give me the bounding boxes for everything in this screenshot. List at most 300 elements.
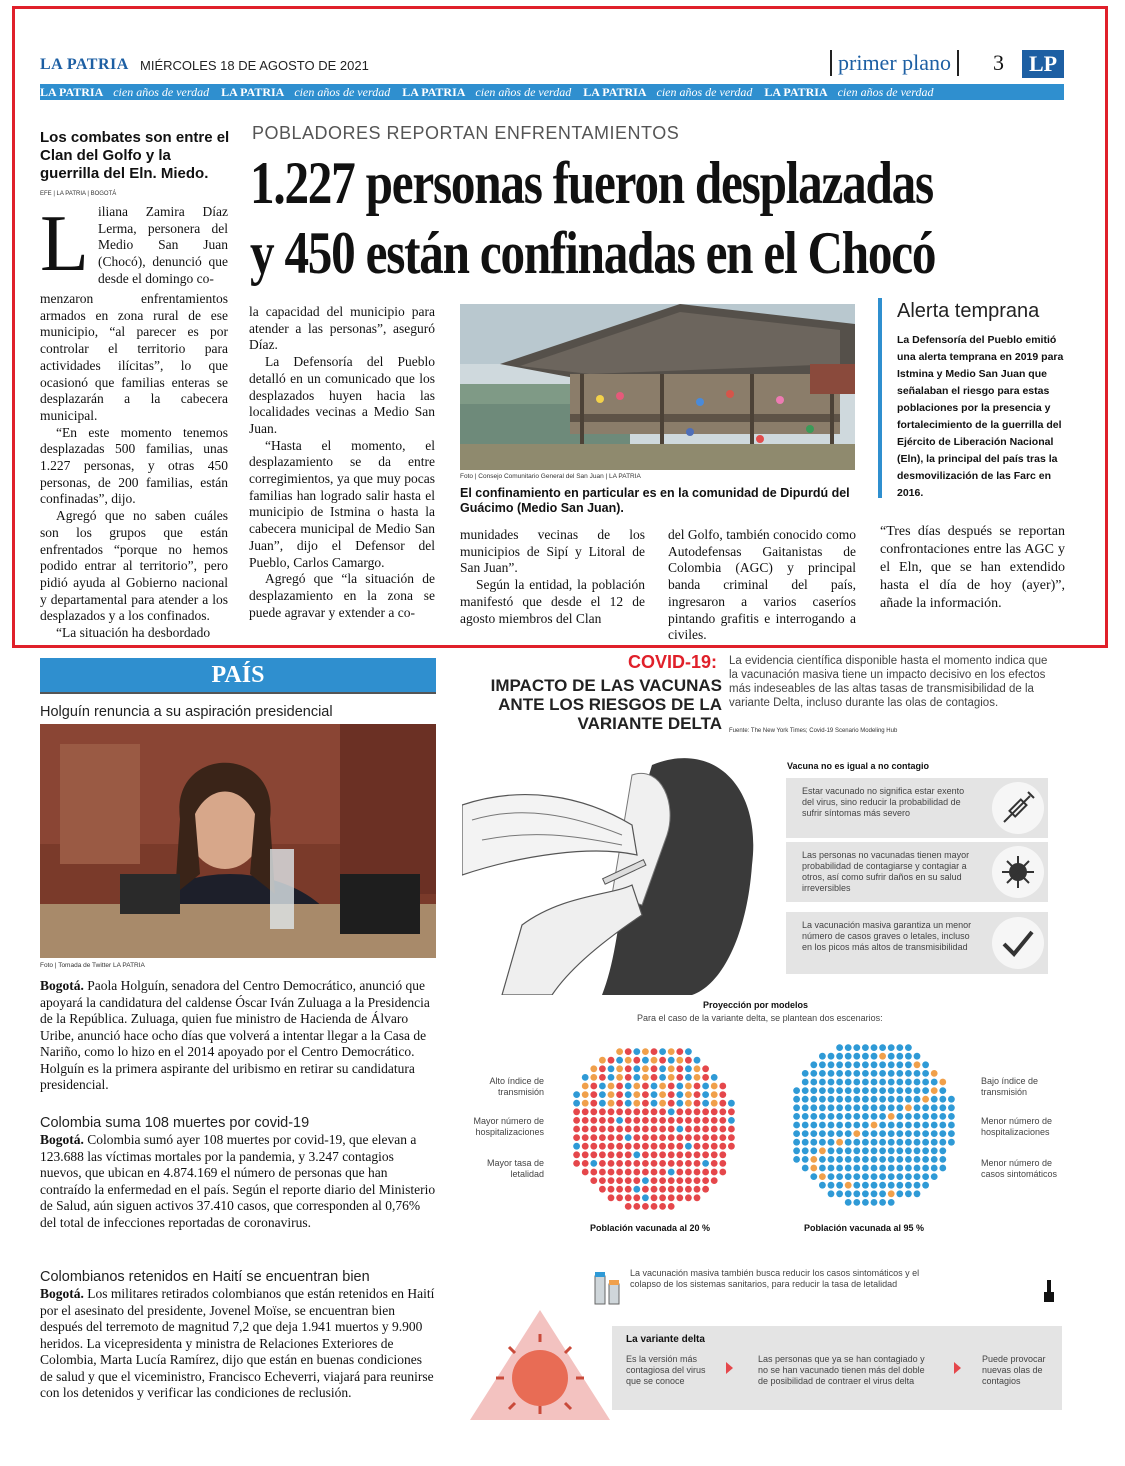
- population-dot: [633, 1048, 640, 1055]
- population-dot: [853, 1087, 860, 1094]
- population-dot: [914, 1104, 921, 1111]
- population-dot: [685, 1048, 692, 1055]
- population-dot: [633, 1160, 640, 1167]
- population-dot: [802, 1070, 809, 1077]
- population-dot: [719, 1108, 726, 1115]
- population-dot: [828, 1165, 835, 1172]
- delta-point-3: Puede provocar nuevas olas de contagios: [982, 1354, 1046, 1386]
- population-dot: [599, 1074, 606, 1081]
- population-dot: [711, 1117, 718, 1124]
- brief1-body: [40, 978, 436, 1094]
- population-dot: [819, 1079, 826, 1086]
- population-dot: [668, 1074, 675, 1081]
- population-dot: [651, 1117, 658, 1124]
- population-dot: [676, 1100, 683, 1107]
- dropcap: L: [40, 200, 89, 288]
- population-dot: [633, 1065, 640, 1072]
- population-dot: [599, 1151, 606, 1158]
- arrow-right-icon: [726, 1362, 733, 1374]
- info-box-1-text: Estar vacunado no significa estar exento del virus, sino reducir la probabilidad de sufrir síntomas más severo: [802, 786, 965, 818]
- population-dot: [922, 1061, 929, 1068]
- info-box-1: [786, 778, 1048, 838]
- population-dot: [888, 1173, 895, 1180]
- population-dot: [651, 1203, 658, 1210]
- population-dot: [802, 1087, 809, 1094]
- population-dot: [888, 1044, 895, 1051]
- population-dot: [625, 1177, 632, 1184]
- projection-title: Proyección por modelos: [703, 1000, 809, 1010]
- right-label-1: Bajo índice de transmisión: [981, 1076, 1039, 1097]
- population-dot: [608, 1126, 615, 1133]
- population-dot: [625, 1143, 632, 1150]
- population-dot: [939, 1087, 946, 1094]
- population-dot: [625, 1100, 632, 1107]
- population-dot: [905, 1173, 912, 1180]
- population-dot: [625, 1160, 632, 1167]
- headline-line-1: 1.227 personas fueron desplazadas: [250, 150, 933, 216]
- population-dot: [939, 1147, 946, 1154]
- population-dot: [694, 1186, 701, 1193]
- population-dot: [802, 1104, 809, 1111]
- population-dot: [633, 1126, 640, 1133]
- population-dot: [896, 1139, 903, 1146]
- population-dot: [853, 1061, 860, 1068]
- population-dot: [871, 1173, 878, 1180]
- population-dot: [828, 1079, 835, 1086]
- population-dot: [914, 1182, 921, 1189]
- population-dot: [862, 1113, 869, 1120]
- population-dot: [914, 1070, 921, 1077]
- population-dot: [879, 1061, 886, 1068]
- banner-tagline: cien años de verdad: [656, 85, 753, 99]
- population-dot: [862, 1044, 869, 1051]
- population-dot: [931, 1147, 938, 1154]
- population-dot: [853, 1044, 860, 1051]
- population-dot: [939, 1165, 946, 1172]
- population-dot: [711, 1160, 718, 1167]
- population-dot: [608, 1186, 615, 1193]
- population-dot: [810, 1122, 817, 1129]
- population-dot: [862, 1165, 869, 1172]
- population-dot: [896, 1122, 903, 1129]
- population-dot: [582, 1108, 589, 1115]
- population-dot: [845, 1061, 852, 1068]
- photo-credit: Foto | Consejo Comunitario General del San Juan | LA PATRIA: [460, 473, 641, 480]
- population-dot: [845, 1130, 852, 1137]
- population-dot: [659, 1100, 666, 1107]
- population-dot: [676, 1048, 683, 1055]
- community-photo: [460, 304, 855, 470]
- population-dot: [616, 1177, 623, 1184]
- population-dot: [948, 1104, 955, 1111]
- population-dot: [625, 1083, 632, 1090]
- population-dot: [668, 1083, 675, 1090]
- population-dot: [836, 1070, 843, 1077]
- population-dot: [810, 1156, 817, 1163]
- population-dot: [599, 1186, 606, 1193]
- population-dot: [685, 1151, 692, 1158]
- population-dot: [905, 1104, 912, 1111]
- population-dot: [828, 1173, 835, 1180]
- population-dot: [802, 1156, 809, 1163]
- population-dot: [828, 1130, 835, 1137]
- population-dot: [828, 1139, 835, 1146]
- population-dot: [659, 1151, 666, 1158]
- population-dot: [828, 1122, 835, 1129]
- population-dot: [853, 1079, 860, 1086]
- population-dot: [642, 1177, 649, 1184]
- population-dot: [599, 1065, 606, 1072]
- population-dot: [642, 1048, 649, 1055]
- population-dot: [931, 1113, 938, 1120]
- population-dot: [659, 1091, 666, 1098]
- population-dot: [573, 1117, 580, 1124]
- population-dot: [888, 1061, 895, 1068]
- population-dot: [879, 1130, 886, 1137]
- population-dot: [651, 1143, 658, 1150]
- population-dot: [905, 1061, 912, 1068]
- population-dot: [836, 1122, 843, 1129]
- population-dot: [888, 1053, 895, 1060]
- population-dot: [694, 1083, 701, 1090]
- population-dot: [633, 1169, 640, 1176]
- population-dot: [914, 1079, 921, 1086]
- population-dot: [668, 1117, 675, 1124]
- population-dot: [711, 1134, 718, 1141]
- population-dot: [659, 1194, 666, 1201]
- population-dot: [793, 1096, 800, 1103]
- population-dot: [819, 1070, 826, 1077]
- population-dot: [599, 1117, 606, 1124]
- sidebar-body: La Defensoría del Pueblo emitió una alerta temprana en 2019 para Istmina y Medio San Juan que señalaban el riesgo para estas poblaciones por la presencia y fortalecimiento de la guerrilla del Ejército de Liberación Nacional (Eln), la principal del país tras la desmovilización de las Farc en 2016.: [897, 334, 1064, 499]
- population-dot: [719, 1151, 726, 1158]
- population-dot: [914, 1061, 921, 1068]
- population-dot: [625, 1065, 632, 1072]
- population-dot: [871, 1139, 878, 1146]
- population-dot: [939, 1156, 946, 1163]
- population-dot: [931, 1104, 938, 1111]
- population-dot: [905, 1130, 912, 1137]
- population-dot: [694, 1065, 701, 1072]
- population-dot: [888, 1079, 895, 1086]
- population-dot: [590, 1134, 597, 1141]
- population-dot: [676, 1074, 683, 1081]
- population-dot: [676, 1151, 683, 1158]
- population-dot: [651, 1048, 658, 1055]
- brief2-text: Colombia sumó ayer 108 muertes por covid-19, que elevan a 123.688 las víctimas mortales por la pandemia, y 3.247 contagios nuevos, que ubican en 4.874.169 el número de personas que han contraído la enfermedad en el país. Según el reporte diario del Ministerio de Salud, aún siguen activos 37.410 casos, que corresponden al 0,76% del total de infecciones reportadas de coronavirus.: [40, 1132, 436, 1230]
- banner-name: LA PATRIA: [583, 85, 647, 99]
- population-dot: [676, 1134, 683, 1141]
- population-dot: [922, 1139, 929, 1146]
- population-dot: [651, 1160, 658, 1167]
- population-dot: [810, 1113, 817, 1120]
- population-dot: [616, 1091, 623, 1098]
- population-dot: [659, 1177, 666, 1184]
- population-dot: [582, 1169, 589, 1176]
- population-dot: [582, 1083, 589, 1090]
- population-dot: [711, 1091, 718, 1098]
- population-dot: [651, 1194, 658, 1201]
- population-dot: [931, 1087, 938, 1094]
- population-dot: [828, 1156, 835, 1163]
- population-dot: [651, 1083, 658, 1090]
- population-dot: [896, 1061, 903, 1068]
- population-dot: [702, 1169, 709, 1176]
- population-dot: [608, 1074, 615, 1081]
- population-dot: [685, 1134, 692, 1141]
- population-dot: [905, 1190, 912, 1197]
- population-dot: [819, 1156, 826, 1163]
- masthead-date: MIÉRCOLES 18 DE AGOSTO DE 2021: [140, 58, 369, 73]
- population-dot: [922, 1147, 929, 1154]
- population-dot: [642, 1143, 649, 1150]
- population-dot: [625, 1126, 632, 1133]
- population-dot: [853, 1199, 860, 1206]
- population-dot: [888, 1087, 895, 1094]
- population-dot: [819, 1087, 826, 1094]
- population-dot: [896, 1182, 903, 1189]
- population-dot: [659, 1065, 666, 1072]
- population-dot: [931, 1156, 938, 1163]
- population-dot: [728, 1108, 735, 1115]
- population-dot: [862, 1122, 869, 1129]
- population-dot: [668, 1151, 675, 1158]
- population-dot: [659, 1074, 666, 1081]
- population-dot: [676, 1169, 683, 1176]
- population-dot: [922, 1087, 929, 1094]
- population-dot: [599, 1126, 606, 1133]
- population-dot: [853, 1165, 860, 1172]
- population-dot: [694, 1143, 701, 1150]
- population-dot: [608, 1057, 615, 1064]
- population-dot: [845, 1190, 852, 1197]
- population-dot: [888, 1122, 895, 1129]
- population-dot: [888, 1096, 895, 1103]
- population-dot: [931, 1096, 938, 1103]
- population-dot: [702, 1160, 709, 1167]
- population-dot: [862, 1139, 869, 1146]
- population-dot: [905, 1079, 912, 1086]
- population-dot: [599, 1177, 606, 1184]
- population-dot: [819, 1104, 826, 1111]
- banner-tagline: cien años de verdad: [113, 85, 210, 99]
- population-dot: [914, 1147, 921, 1154]
- banner-tagline: cien años de verdad: [475, 85, 572, 99]
- population-dot: [642, 1117, 649, 1124]
- population-dot: [922, 1182, 929, 1189]
- population-dot: [608, 1134, 615, 1141]
- population-dot: [914, 1156, 921, 1163]
- population-dot: [668, 1169, 675, 1176]
- population-dot: [871, 1199, 878, 1206]
- population-dot: [702, 1108, 709, 1115]
- population-dot: [836, 1053, 843, 1060]
- col3-p1: munidades vecinas de los municipios de Sipí y Litoral de San Juan”.: [460, 527, 645, 576]
- population-dot: [702, 1100, 709, 1107]
- population-dot: [685, 1057, 692, 1064]
- population-dot: [659, 1160, 666, 1167]
- covid-source: Fuente: The New York Times; Covid-19 Scenario Modeling Hub: [729, 728, 898, 734]
- population-dot: [573, 1160, 580, 1167]
- population-dot: [573, 1100, 580, 1107]
- population-dot: [905, 1122, 912, 1129]
- population-dot: [590, 1074, 597, 1081]
- population-dot: [685, 1108, 692, 1115]
- population-dot: [905, 1147, 912, 1154]
- population-dot: [616, 1100, 623, 1107]
- population-dot: [931, 1173, 938, 1180]
- population-dot: [651, 1177, 658, 1184]
- population-dot: [599, 1057, 606, 1064]
- population-dot: [939, 1079, 946, 1086]
- population-dot: [879, 1199, 886, 1206]
- population-dot: [905, 1156, 912, 1163]
- population-dot: [702, 1151, 709, 1158]
- population-dot: [651, 1151, 658, 1158]
- population-dot: [625, 1134, 632, 1141]
- population-dot: [922, 1113, 929, 1120]
- population-dot: [642, 1057, 649, 1064]
- population-dot: [582, 1134, 589, 1141]
- left-label-2: Mayor número de hospitalizaciones: [473, 1116, 544, 1137]
- population-dot: [845, 1173, 852, 1180]
- population-dot: [582, 1091, 589, 1098]
- population-dot: [642, 1160, 649, 1167]
- population-dot: [659, 1134, 666, 1141]
- banner-name: LA PATRIA: [221, 85, 285, 99]
- population-dot: [633, 1194, 640, 1201]
- population-dot: [828, 1147, 835, 1154]
- population-dot: [685, 1074, 692, 1081]
- population-dot: [862, 1173, 869, 1180]
- population-dot: [896, 1096, 903, 1103]
- population-dot: [676, 1091, 683, 1098]
- lp-badge: LP: [1022, 50, 1064, 78]
- population-dot: [694, 1091, 701, 1098]
- population-dot: [685, 1177, 692, 1184]
- population-dot: [659, 1126, 666, 1133]
- holguin-photo: [40, 724, 436, 958]
- population-dot: [828, 1104, 835, 1111]
- checkmark-icon: [992, 917, 1044, 969]
- population-dot: [931, 1079, 938, 1086]
- population-dot: [802, 1139, 809, 1146]
- population-dot: [871, 1165, 878, 1172]
- population-dot: [853, 1173, 860, 1180]
- population-dot: [633, 1203, 640, 1210]
- population-dot: [625, 1194, 632, 1201]
- delta-virus-icon: [470, 1310, 610, 1420]
- population-dot: [711, 1074, 718, 1081]
- population-dot: [836, 1190, 843, 1197]
- population-dot: [896, 1190, 903, 1197]
- population-dot: [828, 1182, 835, 1189]
- population-dot: [845, 1122, 852, 1129]
- population-dot: [879, 1104, 886, 1111]
- population-dot: [871, 1044, 878, 1051]
- population-dot: [599, 1100, 606, 1107]
- brief2-title: Colombia suma 108 muertes por covid-19: [40, 1115, 310, 1131]
- population-dot: [590, 1108, 597, 1115]
- population-dot: [676, 1194, 683, 1201]
- population-dot: [853, 1139, 860, 1146]
- population-dot: [853, 1130, 860, 1137]
- population-dot: [802, 1096, 809, 1103]
- population-dot: [573, 1151, 580, 1158]
- population-dot: [676, 1186, 683, 1193]
- pais-rule: [40, 692, 436, 694]
- population-dot: [845, 1070, 852, 1077]
- population-dot: [819, 1165, 826, 1172]
- population-dot: [676, 1177, 683, 1184]
- population-dot: [668, 1194, 675, 1201]
- population-dot: [573, 1091, 580, 1098]
- population-dot: [922, 1130, 929, 1137]
- population-dot: [939, 1113, 946, 1120]
- population-dot: [879, 1070, 886, 1077]
- population-dot: [590, 1083, 597, 1090]
- population-dot: [616, 1143, 623, 1150]
- pull-quote: “Tres días después se reportan confrontaciones entre las AGC y el Eln, que se han extendido hasta el día de hoy (ayer)”, añade la información.: [880, 524, 1065, 611]
- population-dot: [616, 1083, 623, 1090]
- brief3-text: Los militares retirados colombianos que están retenidos en Haití por el asesinato del presidente, Jovenel Moïse, se encuentran bien después del terremoto de magnitud 7,2 que deja 1.941 muertos y 9.900 heridos. La vicepresidenta y ministra de Relaciones Exteriores de Colombia, Marta Lucía Ramírez, dijo que están en buenas condiciones de salud y que el viceministro, Francisco Echeverri, viajará para reunirse con los detenidos y verificar las condiciones de reclusión.: [40, 1286, 435, 1400]
- population-dot: [719, 1100, 726, 1107]
- population-dot: [922, 1156, 929, 1163]
- population-dot: [642, 1065, 649, 1072]
- population-dot: [888, 1070, 895, 1077]
- population-dot: [685, 1091, 692, 1098]
- brief3-body: [40, 1286, 436, 1402]
- population-dot: [793, 1147, 800, 1154]
- population-dot: [702, 1091, 709, 1098]
- population-dot: [802, 1165, 809, 1172]
- population-dot: [828, 1190, 835, 1197]
- population-dot: [642, 1134, 649, 1141]
- population-dot: [659, 1186, 666, 1193]
- population-dot: [819, 1139, 826, 1146]
- population-dot: [651, 1065, 658, 1072]
- sidebar-accent-bar: [878, 298, 882, 498]
- population-dot: [728, 1117, 735, 1124]
- pais-header: PAÍS: [40, 658, 436, 692]
- population-dot: [702, 1065, 709, 1072]
- population-dot: [608, 1108, 615, 1115]
- population-dot: [845, 1199, 852, 1206]
- population-dot: [625, 1117, 632, 1124]
- population-dot: [685, 1126, 692, 1133]
- population-dot: [905, 1053, 912, 1060]
- population-dot: [608, 1169, 615, 1176]
- population-dot: [836, 1173, 843, 1180]
- population-dot: [694, 1169, 701, 1176]
- population-dot: [608, 1177, 615, 1184]
- population-dot: [582, 1074, 589, 1081]
- population-dot: [836, 1096, 843, 1103]
- population-dot: [685, 1100, 692, 1107]
- population-dot: [590, 1177, 597, 1184]
- delta-heading: La variante delta: [626, 1334, 705, 1345]
- population-dot: [802, 1147, 809, 1154]
- population-dot: [573, 1126, 580, 1133]
- population-dot: [608, 1143, 615, 1150]
- population-dot: [694, 1074, 701, 1081]
- population-dot: [573, 1143, 580, 1150]
- col2-p2: La Defensoría del Pueblo detalló en un comunicado que los desplazados huyen hacia las localidades vecinas a Medio San Juan.: [249, 354, 435, 436]
- population-dot: [651, 1169, 658, 1176]
- population-dot: [599, 1083, 606, 1090]
- population-dot: [905, 1139, 912, 1146]
- population-dot: [871, 1079, 878, 1086]
